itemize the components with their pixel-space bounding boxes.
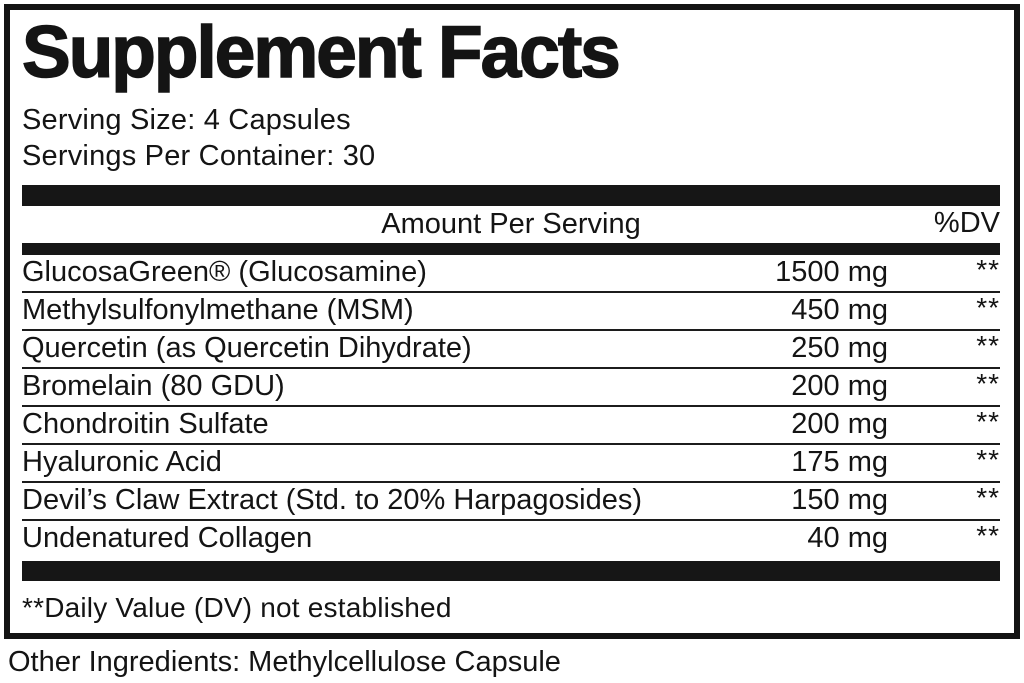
dv-footnote: **Daily Value (DV) not established bbox=[22, 591, 452, 623]
table-row bbox=[22, 331, 1000, 369]
ingredient-dv: ** bbox=[976, 329, 1000, 361]
column-header-dv: %DV bbox=[933, 206, 1000, 239]
ingredient-name: Bromelain (80 GDU) bbox=[22, 370, 285, 403]
ingredient-name: GlucosaGreen® (Glucosamine) bbox=[22, 256, 427, 289]
ingredient-name: Hyaluronic Acid bbox=[22, 446, 222, 479]
panel-title: Supplement Facts bbox=[22, 12, 619, 93]
table-row bbox=[22, 445, 1000, 483]
divider-bar-header bbox=[22, 243, 1000, 255]
ingredient-dv: ** bbox=[976, 291, 1000, 323]
column-header-amount: Amount Per Serving bbox=[381, 207, 641, 240]
table-row bbox=[22, 483, 1000, 521]
ingredient-name: Undenatured Collagen bbox=[22, 522, 313, 555]
divider-bar-top bbox=[22, 185, 1000, 206]
servings-per-container: Servings Per Container: 30 bbox=[22, 139, 376, 172]
ingredient-dv: ** bbox=[976, 253, 1000, 285]
ingredient-amount: 1500 mg bbox=[775, 256, 888, 289]
ingredient-dv: ** bbox=[976, 443, 1000, 475]
ingredient-name: Devil’s Claw Extract (Std. to 20% Harpagosides) bbox=[22, 484, 642, 517]
table-row bbox=[22, 369, 1000, 407]
table-row bbox=[22, 407, 1000, 445]
ingredient-name: Quercetin (as Quercetin Dihydrate) bbox=[22, 332, 472, 365]
ingredient-amount: 250 mg bbox=[791, 332, 888, 365]
ingredient-name: Chondroitin Sulfate bbox=[22, 408, 269, 441]
supplement-facts-panel bbox=[4, 4, 1020, 639]
divider-bar-bottom bbox=[22, 561, 1000, 581]
ingredient-dv: ** bbox=[976, 405, 1000, 437]
ingredient-amount: 40 mg bbox=[807, 522, 888, 555]
ingredient-amount: 450 mg bbox=[791, 294, 888, 327]
ingredient-dv: ** bbox=[976, 519, 1000, 551]
other-ingredients: Other Ingredients: Methylcellulose Capsule bbox=[8, 646, 561, 678]
table-row bbox=[22, 521, 1000, 557]
ingredient-dv: ** bbox=[976, 481, 1000, 513]
ingredient-amount: 200 mg bbox=[791, 408, 888, 441]
ingredient-table bbox=[22, 255, 1000, 557]
ingredient-name: Methylsulfonylmethane (MSM) bbox=[22, 294, 414, 327]
table-header-row bbox=[22, 206, 1000, 243]
table-row bbox=[22, 293, 1000, 331]
serving-size: Serving Size: 4 Capsules bbox=[22, 103, 351, 136]
ingredient-amount: 175 mg bbox=[791, 446, 888, 479]
ingredient-amount: 200 mg bbox=[791, 370, 888, 403]
ingredient-amount: 150 mg bbox=[791, 484, 888, 517]
table-row bbox=[22, 255, 1000, 293]
ingredient-dv: ** bbox=[976, 367, 1000, 399]
